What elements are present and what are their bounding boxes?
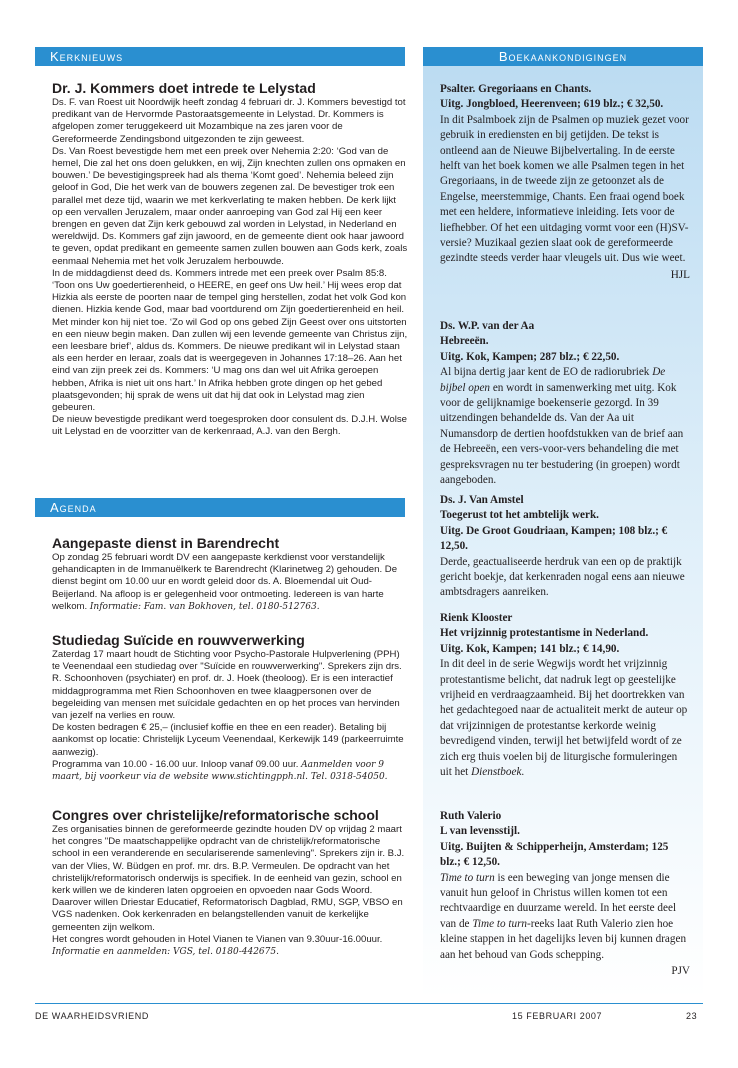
agenda-item-body: Zes organisaties binnen de gereformeerde gezindte houden DV op vrijdag 2 maart het congres "De maatschappelijke opdracht van de christelijk/reformatorische school in een veranderende en seculariserende samenleving". Sprekers zijn ir. B.J. van der Vlies, W. Büdgen en prof. mr. drs. B.P. Vermeulen. De opdracht van het christelijk/reformatorisch onderwijs is specifiek. In de eenheid van gezin, school en kerk willen we de kinderen laten opgroeien en opvoeden naar Gods Woord. Daarover willen Driestar Educatief, Reformatorisch Dagblad, RMU, SGP, VBSO en VGS nadenken. Ook kerkenraden en belangstellenden vanuit de kerkelijke gemeenten zijn welkom. — [52, 824, 405, 933]
article-paragraph: Ds. F. van Roest uit Noordwijk heeft zondag 4 februari dr. J. Kommers bevestigd tot predikant van de Hervormde Pastoraatsgemeente in Lelystad. Dr. Kommers is afgelopen zomer teruggekeerd uit Mozambique na zes jaren voor de Gereformeerde Zendingsbond uitgezonden te zijn geweest. — [52, 97, 406, 145]
book-announcement — [440, 611, 690, 780]
book-title: Hebreeën. — [440, 335, 489, 348]
book-text: is een beweging van jonge mensen die vanuit hun geloof in Christus willen komen tot een rechtvaardige en duurzame wereld. In het eerste deel van de — [440, 871, 677, 930]
book-description — [440, 871, 690, 963]
footer-date: 15 FEBRUARI 2007 — [512, 1011, 603, 1021]
agenda-item-title: Aangepaste dienst in Barendrecht — [52, 535, 280, 551]
agenda-item-info: Aanmelden voor 9 maart, bij voorkeur via de website www.stichtingpph.nl. Tel. 0318-54050. — [52, 759, 388, 783]
book-description: In dit Psalmboek zijn de Psalmen op muziek gezet voor gebruik in erediensten en bij getijden. De tekst is ontleend aan de Nieuwe Bijbelvertaling. In de eerste helft van het boek komen we alle Psalmen tegen in het Gregoriaans, in de tweede zijn ze getoonzet als de Engelse, meerstemmige, Chants. Een fraai ogend boek met een heldere, informatieve inleiding. Iets voor de liefhebber. Of het een uitdaging vormt voor een (H)SV-versie? Muzikaal gezien slaat ook de gereformeerde gezindte steeds verder haar vleugels uit. Dus wie weet. — [440, 113, 689, 265]
book-publisher: Uitg. De Groot Goudriaan, Kampen; 108 blz.; € 12,50. — [440, 524, 668, 553]
book-description — [440, 657, 690, 780]
book-title: L van levensstijl. — [440, 825, 520, 838]
agenda-item-title: Studiedag Suïcide en rouwverwerking — [52, 632, 305, 648]
book-announcement — [440, 82, 690, 283]
agenda-item-text: Programma van 10.00 - 16.00 uur. Inloop vanaf 09.00 uur. — [52, 758, 302, 770]
footer-divider — [35, 1003, 703, 1004]
book-title: Psalter. Gregoriaans en Chants. — [440, 83, 592, 95]
agenda-item — [52, 535, 408, 613]
agenda-item — [52, 632, 408, 783]
book-announcement — [440, 809, 690, 979]
agenda-item-text: Op zondag 25 februari wordt DV een aangepaste kerkdienst voor verstandelijk gehandicapten in de Immanuëlkerk te Barendrecht (Klarinetweg 2) gehouden. De dienst begint om 10.00 uur en wordt geleid door ds. A. Bloemendal uit Oud-Beijerland. Na afloop is er gelegenheid voor ontmoeting. Iedereen is van harte welkom. — [52, 552, 398, 612]
kerknieuws-header: Kerknieuws — [35, 47, 405, 66]
book-description — [440, 365, 690, 488]
book-announcement — [440, 493, 690, 601]
book-title: Toegerust tot het ambtelijk werk. — [440, 509, 599, 522]
book-publisher: Uitg. Kok, Kampen; 287 blz.; € 22,50. — [440, 350, 620, 363]
book-text-italic: De bijbel open — [440, 366, 666, 394]
book-text: Al bijna dertig jaar kent de EO de radiorubriek — [440, 366, 653, 379]
book-description: Derde, geactualiseerde herdruk van een op de praktijk gericht boekje, dat kerkenraden nogal eens aan nieuwe ambtsdragers aanreiken. — [440, 555, 685, 599]
kerknieuws-article — [52, 80, 408, 439]
book-author: Ruth Valerio — [440, 810, 502, 822]
book-text: en wordt in samenwerking met uitg. Kok voor de gelijknamige boekenserie gezorgd. In 39 uitzendingen behandelde ds. Van der Aa uit Numansdorp de dertien hoofdstukken van de brief aan de Hebreeën, een vers-voor-vers behandeling die met gespreksvragen nu ter bestudering (in groepen) wordt aangeboden. — [440, 381, 684, 487]
agenda-item-info: Informatie en aanmelden: VGS, tel. 0180-442675. — [52, 947, 279, 958]
book-author: Rienk Klooster — [440, 612, 513, 624]
book-title: Het vrijzinnig protestantisme in Nederland. — [440, 627, 649, 640]
reviewer-initials: PJV — [671, 965, 690, 978]
book-text-italic: Dienstboek — [471, 766, 522, 779]
article-title: Dr. J. Kommers doet intrede te Lelystad — [52, 80, 316, 96]
book-publisher: Uitg. Buijten & Schipperheijn, Amsterdam; 125 blz.; € 12,50. — [440, 840, 669, 869]
boekaankondigingen-header: Boekaankondigingen — [423, 47, 703, 66]
book-author: Ds. W.P. van der Aa — [440, 320, 535, 332]
reviewer-initials: HJL — [670, 268, 690, 281]
book-text-italic: Time to turn — [472, 917, 528, 930]
book-text: . — [521, 766, 525, 779]
agenda-item — [52, 807, 408, 958]
book-text-italic: Time to turn — [440, 871, 495, 884]
agenda-item-body — [52, 759, 408, 783]
agenda-item-title: Congres over christelijke/reformatorische school — [52, 807, 379, 823]
book-text: -reeks laat Ruth Valerio zien hoe kleine stappen in het dagelijks leven bij kunnen dragen aan het behoud van Gods schepping. — [440, 917, 687, 961]
article-paragraph: In de middagdienst deed ds. Kommers intrede met een preek over Psalm 85:8. ‘Toon ons Uw goedertierenheid, o HEERE, en geef ons Uw heil.’ Hij wees erop dat Hizkia als eerste de poorten naar de tempel ging herstellen, zodat het volk God kon dienen. Hizkia kende God, maar bad voortdurend om Zijn goedertierenheid en heil. Met minder kon hij niet toe. ‘Zo wil God op ons gebed Zijn Geest over ons uitstorten en een nieuw begin maken. Dan zullen wij een levende gemeente van Christus zijn, een leesbare brief’, aldus ds. Kommers. De nieuwe predikant wil in Lelystad staan als een herder en leraar, zoals dat is weergegeven in Johannes 17:18–26. Aan het eind van zijn preek zei ds. Kommers: ‘U mag ons dan wel uit Afrika geroepen hebben, Afrika is niet uit ons hart.’ In Afrika hebben grote dingen op het gebed plaatsgevonden; hij sprak de wens uit dat hij dat ook in Lelystad mag zien gebeuren. — [52, 267, 408, 414]
agenda-item-body: Zaterdag 17 maart houdt de Stichting voor Psycho-Pastorale Hulpverlening (PPH) te Veenendaal een studiedag over "Suïcide en rouwverwerking". Sprekers zijn drs. R. Schoonhoven (psychiater) en prof. dr. J. Hoek (theoloog). Er is een interactief middagprogramma met Rien Schoonhoven en twee klaagpersonen over de begeleiding van mensen met suïcidale gedachten en op het proces van hervinden van jezelf na verlies en rouw. — [52, 649, 402, 722]
agenda-header: Agenda — [35, 498, 405, 517]
article-paragraph: De nieuw bevestigde predikant werd toegesproken door consulent ds. D.J.H. Wolse uit Lelystad en de voorzitter van de kerkenraad, A.J. van den Bergh. — [52, 414, 407, 438]
book-publisher: Uitg. Jongbloed, Heerenveen; 619 blz.; € 32,50. — [440, 98, 664, 111]
agenda-item-info: Informatie: Fam. van Bokhoven, tel. 0180-512763. — [89, 601, 320, 612]
book-announcement — [440, 319, 690, 488]
agenda-item-body: De kosten bedragen € 25,– (inclusief koffie en thee en een reader). Betaling bij aankomst op locatie: Christelijk Lyceum Veenendaal, Kerkewijk 149 (parkeerruimte aanwezig). — [52, 722, 404, 758]
article-paragraph: Ds. Van Roest bevestigde hem met een preek over Nehemia 2:20: ‘God van de hemel, Die zal het ons doen gelukken, en wij, Zijn knechten zullen ons opmaken en bouwen.’ De bevestigingspreek had als thema ‘Komt goed’. Nehemia beleed zijn geloof in God, Die het werk van de bouwers zegenen zal. De bevestiger trok een parallel met deze tijd, waarin we met kerkverlating te maken hebben. De kerk lijkt op een vervallen Jeruzalem, maar onder aanroeping van God zal Hij een keer brengen en geven dat Zijn kerk gebouwd zal worden in Lelystad, in Nederland en wereldwijd. Ds. Kommers gaf zijn jawoord, en de gemeente dient ook haar jawoord te geven, opdat predikant en gemeente samen zullen bouwen aan Gods kerk, zoals eenmaal Nehemia met het volk Jeruzalem herbouwde. — [52, 145, 408, 267]
book-publisher: Uitg. Kok, Kampen; 141 blz.; € 14,90. — [440, 642, 620, 655]
agenda-item-body: Het congres wordt gehouden in Hotel Vianen te Vianen van 9.30uur-16.00uur. — [52, 933, 383, 945]
agenda-item-body — [52, 552, 408, 613]
footer-publication: DE WAARHEIDSVRIEND — [35, 1011, 149, 1021]
book-text: In dit deel in de serie Wegwijs wordt het vrijzinnig protestantisme belicht, dat nadruk legt op geestelijke vrijheid en verdraagzaamheid. Bij het doortrekken van het gedachtegoed naar de actualiteit merkt de auteur op dat vrijzinnigen de protestantse kerkorde weinig bevredigend vinden, terwijl het betwijfeld wordt of ze zich erg thuis voelen bij de liturgische formuleringen uit het — [440, 658, 688, 779]
page-number: 23 — [686, 1011, 698, 1021]
book-author: Ds. J. Van Amstel — [440, 494, 524, 506]
